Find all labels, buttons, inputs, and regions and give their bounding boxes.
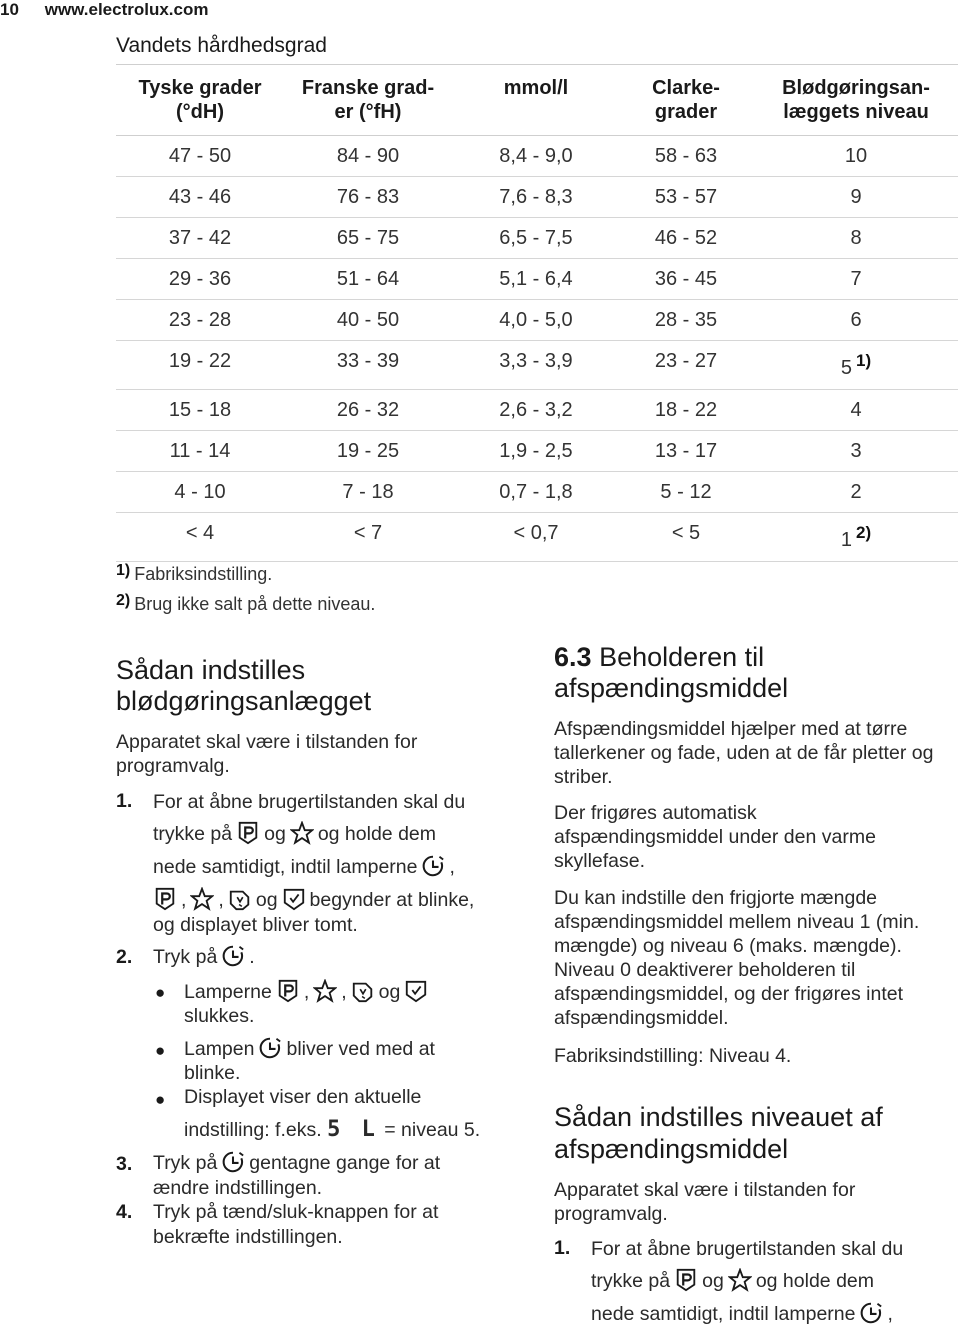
cell-value: 7 - 18 (342, 481, 394, 503)
cell-value: 3 (850, 440, 862, 462)
rinse-lamp-icon (351, 979, 375, 1003)
right-intro: Apparatet skal være i tilstanden for programvalg. (554, 1179, 856, 1225)
left-intro: Apparatet skal være i tilstanden for programvalg. (116, 731, 418, 777)
bullet-1-line-b: slukkes. (184, 1005, 255, 1027)
cell-value: < 0,7 (513, 522, 559, 544)
heading-2-line-a: Sådan indstilles niveauet af (554, 1102, 883, 1132)
cell-value: 23 - 27 (654, 350, 718, 372)
table-cell (126, 186, 274, 209)
table-cell (761, 309, 951, 332)
cell-value: 15 - 18 (168, 399, 232, 421)
table-cell (471, 309, 601, 332)
cell-value: 0,7 - 1,8 (499, 481, 573, 503)
cell-value: 2,6 - 3,2 (499, 399, 573, 421)
cell-value: 6 (850, 309, 862, 331)
paragraph-3: Du kan indstille den frigjorte mængde afspændingsmiddel mellem niveau 1 (min. mængde) og niveau 6 (maks. mængde). Niveau 0 deaktiverer beholderen til afspændingsmiddel, og der frigøres intet afspændingsmiddel. (554, 887, 920, 1029)
footnote-ref: 1) (856, 351, 872, 370)
table-row (116, 341, 958, 390)
table-cell (471, 440, 601, 463)
table-cell (761, 186, 951, 209)
cell-value: 65 - 75 (336, 227, 400, 249)
table-cell (286, 440, 450, 463)
table-cell (621, 227, 751, 250)
table-cell (471, 145, 601, 168)
table-cell (471, 481, 601, 504)
table-header (116, 64, 958, 136)
table-cell (761, 440, 951, 463)
section-heading (554, 642, 764, 673)
star-button-icon (290, 821, 314, 845)
cell-value: 9 (850, 186, 862, 208)
table-cell (126, 145, 274, 168)
step-2-number: 2. (116, 946, 133, 968)
cell-value: 29 - 36 (168, 268, 232, 290)
col-header-fh: Franske grad- er (°fH) (301, 77, 435, 123)
section-number: 6.3 (554, 642, 592, 672)
cell-value: 1 (840, 529, 852, 551)
step-1-line-b: trykke på og og holde dem (153, 823, 436, 845)
cell-value: 26 - 32 (336, 399, 400, 421)
footnote-ref: 2) (856, 523, 872, 542)
table-cell (621, 145, 751, 168)
table-row (116, 177, 958, 218)
water-hardness-table (116, 64, 958, 562)
table-cell (126, 440, 274, 463)
table-cell (761, 227, 951, 250)
cell-value: < 4 (185, 522, 215, 544)
table-cell (621, 350, 751, 373)
cell-value: 19 - 22 (168, 350, 232, 372)
cell-value: 11 - 14 (169, 440, 231, 462)
cell-value: 5 (840, 357, 852, 379)
table-cell (761, 481, 951, 504)
table-cell (286, 268, 450, 291)
table-cell (471, 227, 601, 250)
right-step-1-line-c: nede samtidigt, indtil lamperne , (591, 1303, 893, 1325)
table-row (116, 472, 958, 513)
right-step-1-line-a: For at åbne brugertilstanden skal du (591, 1238, 904, 1260)
table-cell (471, 268, 601, 291)
table-cell (471, 399, 601, 422)
clock-lamp-icon (859, 1301, 883, 1325)
table-cell (286, 399, 450, 422)
footnote-1 (116, 564, 272, 585)
table-cell (286, 481, 450, 504)
cell-value: 5,1 - 6,4 (499, 268, 573, 290)
clock-lamp-icon (221, 944, 245, 968)
table-body (116, 136, 958, 562)
table-row (116, 218, 958, 259)
step-3-line-a: Tryk på gentagne gange for at (153, 1152, 441, 1174)
footnote-mark: 1) (116, 562, 131, 579)
table-cell (286, 522, 450, 545)
bullet-dot: ● (155, 1041, 166, 1060)
cell-value: 4,0 - 5,0 (499, 309, 573, 331)
cell-value: 51 - 64 (336, 268, 400, 290)
bullet-3-line-a: Displayet viser den aktuelle (184, 1086, 422, 1108)
rinse-lamp-icon (228, 887, 252, 911)
step-1-number: 1. (116, 790, 133, 812)
bullet-dot: ● (155, 983, 166, 1002)
table-cell (286, 309, 450, 332)
cell-value: 58 - 63 (654, 145, 718, 167)
step-1-line-c: nede samtidigt, indtil lamperne , (153, 856, 455, 878)
cell-value: 33 - 39 (336, 350, 400, 372)
cell-value: 1,9 - 2,5 (499, 440, 573, 462)
bullet-1-line-a: Lamperne , , og (184, 979, 432, 1004)
page-header (0, 0, 208, 20)
col-header-dh: Tyske grader (°dH) (138, 77, 262, 123)
table-cell (126, 522, 274, 545)
table-cell (471, 350, 601, 373)
cell-value: 5 - 12 (660, 481, 712, 503)
table-row (116, 136, 958, 177)
cell-value: 76 - 83 (336, 186, 400, 208)
heading-2-line-b: afspændingsmiddel (554, 1134, 789, 1164)
cell-value: 7 (850, 268, 862, 290)
table-cell (126, 227, 274, 250)
cell-value: 37 - 42 (168, 227, 232, 249)
cell-value: 46 - 52 (654, 227, 718, 249)
col-header-level: Blødgøringsan- læggets niveau (782, 77, 930, 123)
table-cell (471, 186, 601, 209)
table-cell (621, 399, 751, 422)
table-cell (286, 145, 450, 168)
table-cell (621, 186, 751, 209)
footnote-2 (116, 594, 375, 615)
star-button-icon (190, 887, 214, 911)
cell-value: 6,5 - 7,5 (499, 227, 573, 249)
footnote-text: Fabriksindstilling. (134, 564, 273, 584)
step-1-line-a: For at åbne brugertilstanden skal du (153, 791, 466, 813)
cell-value: < 7 (353, 522, 383, 544)
step-4-line-a: Tryk på tænd/sluk-knappen for at (153, 1201, 439, 1223)
table-cell (126, 309, 274, 332)
col-header-clarke: Clarke- grader (652, 77, 720, 123)
clock-lamp-icon (421, 854, 445, 878)
table-cell (126, 268, 274, 291)
table-row (116, 300, 958, 341)
table-cell (761, 268, 951, 291)
left-heading: Sådan indstilles blødgøringsanlægget (116, 655, 372, 716)
step-1-line-e: og displayet bliver tomt. (153, 914, 358, 936)
table-caption: Vandets hårdhedsgrad (116, 34, 327, 57)
table-row (116, 390, 958, 431)
bullet-3-line-b: indstilling: f.eks. 5 L = niveau 5. (184, 1117, 481, 1142)
cell-value: 4 - 10 (174, 481, 226, 503)
cell-value: 84 - 90 (336, 145, 400, 167)
right-step-1-number: 1. (554, 1237, 571, 1259)
cell-value: 36 - 45 (654, 268, 718, 290)
cell-value: 43 - 46 (168, 186, 232, 208)
footnote-mark: 2) (116, 592, 131, 609)
star-button-icon (313, 979, 337, 1003)
table-cell (621, 522, 751, 545)
p-button-icon (153, 887, 177, 911)
footnote-text: Brug ikke salt på dette niveau. (134, 594, 376, 614)
paragraph-1: Afspændingsmiddel hjælper med at tørre tallerkener og fade, uden at de får pletter og striber. (554, 718, 934, 788)
salt-lamp-icon (404, 979, 428, 1003)
display-readout: 5 L (327, 1117, 379, 1142)
table-cell (621, 309, 751, 332)
table-cell (761, 145, 951, 168)
section-title-a: Beholderen til (599, 642, 765, 672)
cell-value: 47 - 50 (168, 145, 232, 167)
page-number: 10 (0, 0, 19, 19)
paragraph-2: Der frigøres automatisk afspændingsmiddel under den varme skyllefase. (554, 802, 876, 872)
cell-value: 10 (844, 145, 868, 167)
bullet-2-line-a: Lampen bliver ved med at (184, 1038, 435, 1060)
table-cell (286, 227, 450, 250)
table-cell (286, 186, 450, 209)
cell-value: 4 (850, 399, 862, 421)
table-cell (761, 523, 951, 552)
table-cell (126, 481, 274, 504)
salt-lamp-icon (282, 887, 306, 911)
p-button-icon (236, 821, 260, 845)
header-url: www.electrolux.com (44, 0, 209, 19)
col-header-mmol: mmol/l (503, 77, 569, 99)
table-cell (621, 440, 751, 463)
table-cell (761, 399, 951, 422)
cell-value: 19 - 25 (336, 440, 400, 462)
clock-lamp-icon (258, 1036, 282, 1060)
table-cell (286, 350, 450, 373)
cell-value: 13 - 17 (654, 440, 718, 462)
p-button-icon (276, 979, 300, 1003)
cell-value: 18 - 22 (654, 399, 718, 421)
step-1-line-d: , , og begynder at blinke, (153, 887, 474, 912)
cell-value: 28 - 35 (654, 309, 718, 331)
paragraph-4: Fabriksindstilling: Niveau 4. (554, 1045, 792, 1067)
step-4-line-b: bekræfte indstillingen. (153, 1226, 343, 1248)
table-cell (621, 481, 751, 504)
cell-value: 8,4 - 9,0 (499, 145, 573, 167)
step-2-text: Tryk på . (153, 946, 255, 968)
section-title-b: afspændingsmiddel (554, 673, 789, 703)
cell-value: 3,3 - 3,9 (499, 350, 573, 372)
table-row (116, 513, 958, 562)
table-cell (471, 522, 601, 545)
clock-lamp-icon (221, 1150, 245, 1174)
bullet-dot: ● (155, 1090, 166, 1109)
step-4-number: 4. (116, 1201, 133, 1223)
step-3-number: 3. (116, 1153, 133, 1175)
cell-value: 2 (850, 481, 862, 503)
cell-value: 53 - 57 (654, 186, 718, 208)
p-button-icon (674, 1268, 698, 1292)
cell-value: < 5 (671, 522, 701, 544)
table-cell (761, 351, 951, 380)
cell-value: 8 (850, 227, 862, 249)
table-row (116, 431, 958, 472)
bullet-2-line-b: blinke. (184, 1062, 241, 1084)
cell-value: 7,6 - 8,3 (499, 186, 573, 208)
cell-value: 23 - 28 (168, 309, 232, 331)
table-cell (126, 350, 274, 373)
step-3-line-b: ændre indstillingen. (153, 1177, 323, 1199)
table-cell (126, 399, 274, 422)
right-step-1-line-b: trykke på og og holde dem (591, 1270, 874, 1292)
star-button-icon (728, 1268, 752, 1292)
cell-value: 40 - 50 (336, 309, 400, 331)
table-row (116, 259, 958, 300)
table-cell (621, 268, 751, 291)
